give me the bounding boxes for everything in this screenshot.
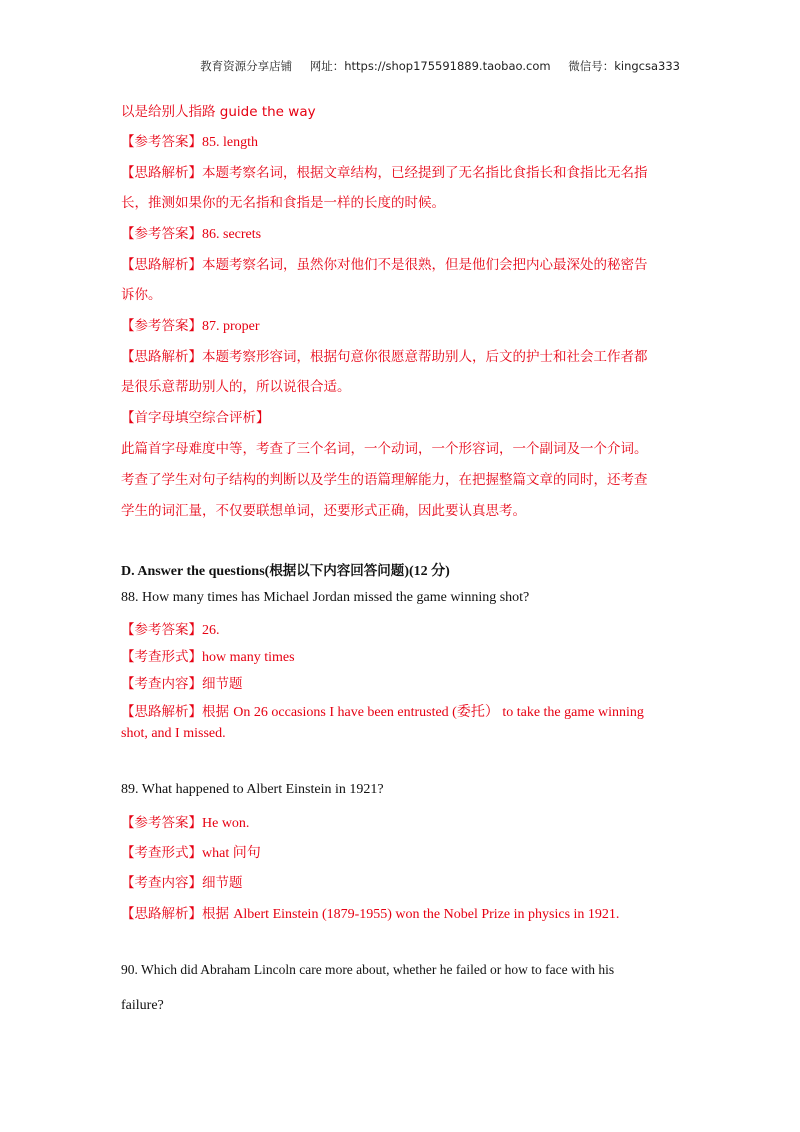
shop-url: 网址：https://shop175591889.taobao.com [309, 59, 551, 73]
answer-value: 86. secrets [202, 227, 262, 242]
q89-answer [121, 811, 249, 832]
q88-content [121, 672, 243, 692]
wechat-id: 微信号：kingcsa333 [568, 59, 680, 73]
section-title-en: D. Answer the questions( [121, 564, 270, 579]
summary-line3: 学生的词汇量，不仅要联想单词，还要形式正确，因此要认真思考。 [121, 503, 526, 519]
summary-line2: 考查了学生对句子结构的判断以及学生的语篇理解能力，在把握整篇文章的同时，还考查 [121, 472, 648, 488]
explain-tag: 【思路解析】根据 [121, 704, 234, 720]
question-90-line2: failure? [121, 998, 164, 1013]
explain-86-line2: 诉你。 [121, 287, 162, 303]
q88-answer [121, 618, 220, 639]
explain-86-line1: 【思路解析】本题考察名词，虽然你对他们不是很熟，但是他们会把内心最深处的秘密告 [121, 257, 648, 273]
question-88: 88. How many times has Michael Jordan missed the game winning shot? [121, 590, 530, 605]
explain-87-line2: 是很乐意帮助别人的，所以说很合适。 [121, 379, 351, 395]
section-title-score: )(12 分) [404, 564, 450, 579]
answer-tag: 【参考答案】 [121, 622, 202, 638]
q88-explain-line1 [121, 700, 644, 721]
content-value: 细节题 [202, 875, 243, 891]
form-value: what 问句 [202, 846, 261, 861]
q88-explain-line2: shot, and I missed. [121, 726, 226, 741]
explain-87-line1: 【思路解析】本题考察形容词，根据句意你很愿意帮助别人，后文的护士和社会工作者都 [121, 349, 648, 365]
answer-value: He won. [202, 816, 250, 831]
shop-name: 教育资源分享店铺 [200, 59, 293, 73]
explain-text: On 26 occasions I have been entrusted (委托） to take the game winning [233, 705, 644, 720]
form-tag: 【考查形式】 [121, 845, 202, 861]
answer-tag: 【参考答案】 [121, 134, 202, 150]
text-line: 以是给别人指路 guide the way [121, 104, 316, 120]
answer-tag: 【参考答案】 [121, 318, 202, 334]
summary-title: 【首字母填空综合评析】 [121, 410, 270, 426]
answer-86 [121, 222, 261, 243]
answer-85 [121, 130, 258, 151]
explain-85-line1: 【思路解析】本题考察名词，根据文章结构，已经提到了无名指比食指长和食指比无名指 [121, 165, 648, 181]
q89-content [121, 871, 243, 891]
form-tag: 【考查形式】 [121, 649, 202, 665]
answer-tag: 【参考答案】 [121, 226, 202, 242]
question-89: 89. What happened to Albert Einstein in 1921? [121, 782, 384, 797]
explain-text: Albert Einstein (1879-1955) won the Nobel Prize in physics in 1921. [233, 907, 620, 922]
answer-value: 87. proper [202, 319, 260, 334]
answer-value: 85. length [202, 135, 258, 150]
answer-tag: 【参考答案】 [121, 815, 202, 831]
q89-form [121, 841, 261, 862]
content-tag: 【考查内容】 [121, 875, 202, 891]
q89-explain [121, 902, 619, 923]
question-90-line1: 90. Which did Abraham Lincoln care more about, whether he failed or how to face with his [121, 962, 615, 977]
form-value: how many times [202, 650, 295, 665]
explain-tag: 【思路解析】根据 [121, 906, 234, 922]
content-value: 细节题 [202, 676, 243, 692]
q88-form [121, 645, 295, 666]
answer-87 [121, 314, 260, 335]
content-tag: 【考查内容】 [121, 676, 202, 692]
answer-value: 26. [202, 623, 220, 638]
page-header [200, 58, 680, 74]
section-d-title [121, 559, 450, 580]
explain-85-line2: 长，推测如果你的无名指和食指是一样的长度的时候。 [121, 195, 445, 211]
section-title-cn: 根据以下内容回答问题 [269, 563, 405, 579]
summary-line1: 此篇首字母难度中等，考查了三个名词，一个动词，一个形容词，一个副词及一个介词。 [121, 441, 648, 457]
